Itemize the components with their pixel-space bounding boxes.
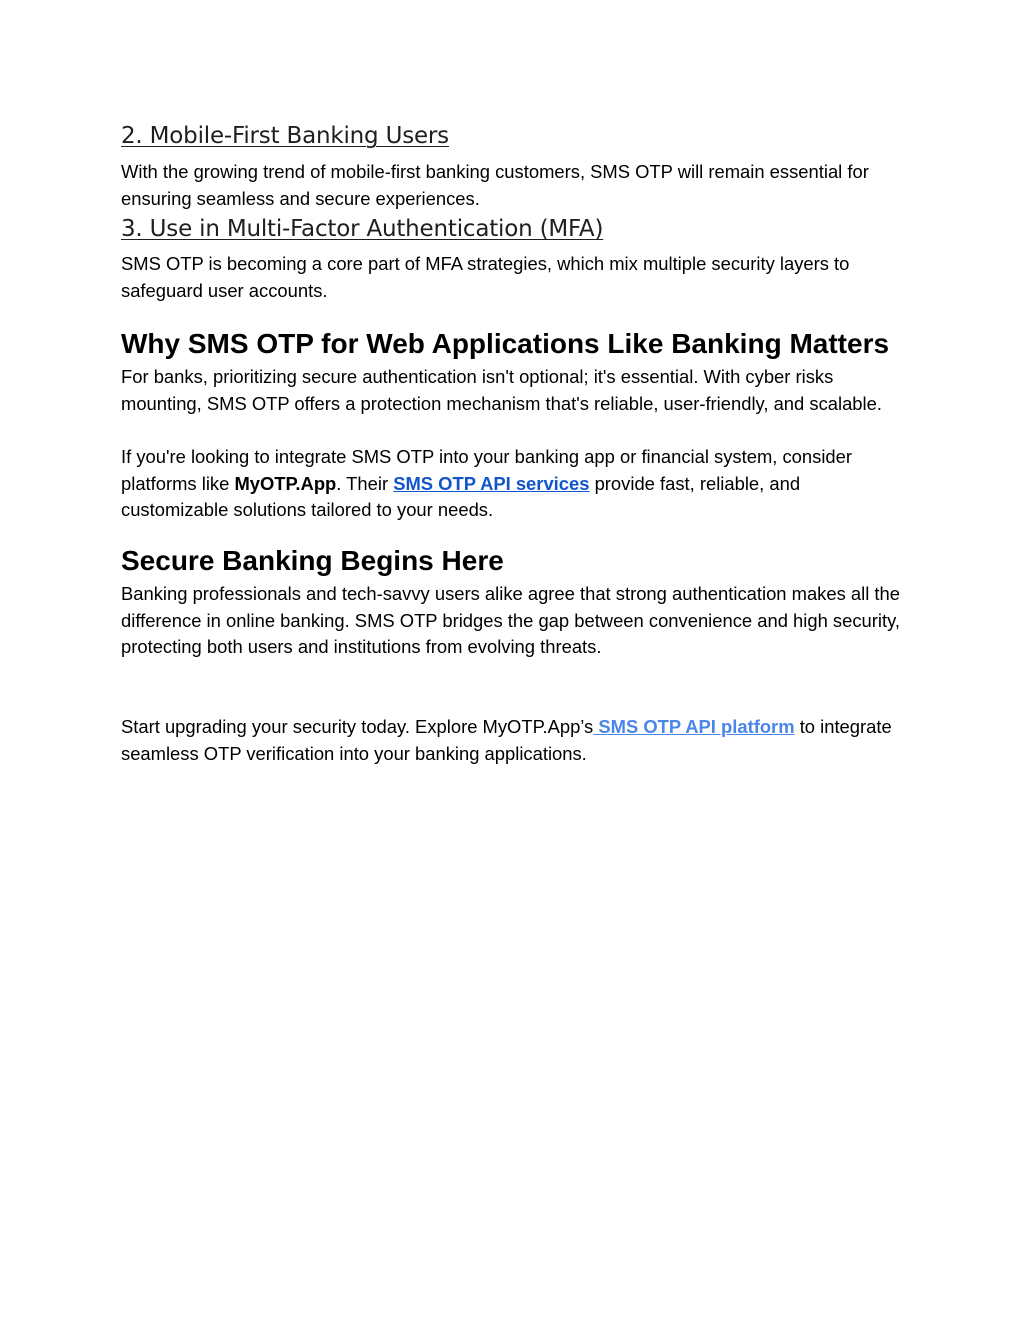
paragraph-secure-2	[121, 714, 911, 767]
heading-why-sms-otp: Why SMS OTP for Web Applications Like Banking Matters	[121, 328, 890, 359]
paragraph-why-2-text-mid: . Their	[336, 472, 394, 494]
paragraph-mfa: SMS OTP is becoming a core part of MFA strategies, which mix multiple security layers to safeguard user accounts.	[121, 253, 850, 301]
paragraph-mobile-first: With the growing trend of mobile-first banking customers, SMS OTP will remain essential for ensuring seamless and secure experiences.	[121, 161, 869, 209]
heading-mobile-first: 2. Mobile-First Banking Users	[121, 123, 449, 149]
paragraph-secure-2-text-end: to integrate seamless OTP verification into your banking applications.	[121, 716, 892, 764]
paragraph-why-2-text-start: If you're looking to integrate SMS OTP into your banking app or financial system, consider platforms like	[121, 446, 853, 494]
sms-otp-api-platform-link[interactable]: SMS OTP API platform	[593, 716, 795, 737]
paragraph-secure-2-text-start: Start upgrading your security today. Explore MyOTP.App’s	[121, 716, 594, 737]
sms-otp-api-services-link[interactable]: SMS OTP API services	[393, 472, 590, 494]
heading-mfa: 3. Use in Multi-Factor Authentication (MFA)	[121, 216, 604, 242]
heading-secure-banking: Secure Banking Begins Here	[121, 545, 504, 576]
paragraph-why-2-text-end: provide fast, reliable, and customizable solutions tailored to your needs.	[121, 472, 801, 520]
paragraph-secure-1: Banking professionals and tech-savvy users alike agree that strong authentication makes all the difference in online banking. SMS OTP bridges the gap between convenience and high security, protecting both users and institutions from evolving threats.	[121, 583, 901, 657]
paragraph-why-2	[121, 444, 911, 524]
brand-name: MyOTP.App	[234, 472, 337, 494]
paragraph-why-1: For banks, prioritizing secure authentication isn't optional; it's essential. With cyber risks mounting, SMS OTP offers a protection mechanism that's reliable, user-friendly, and scalable.	[121, 366, 882, 414]
